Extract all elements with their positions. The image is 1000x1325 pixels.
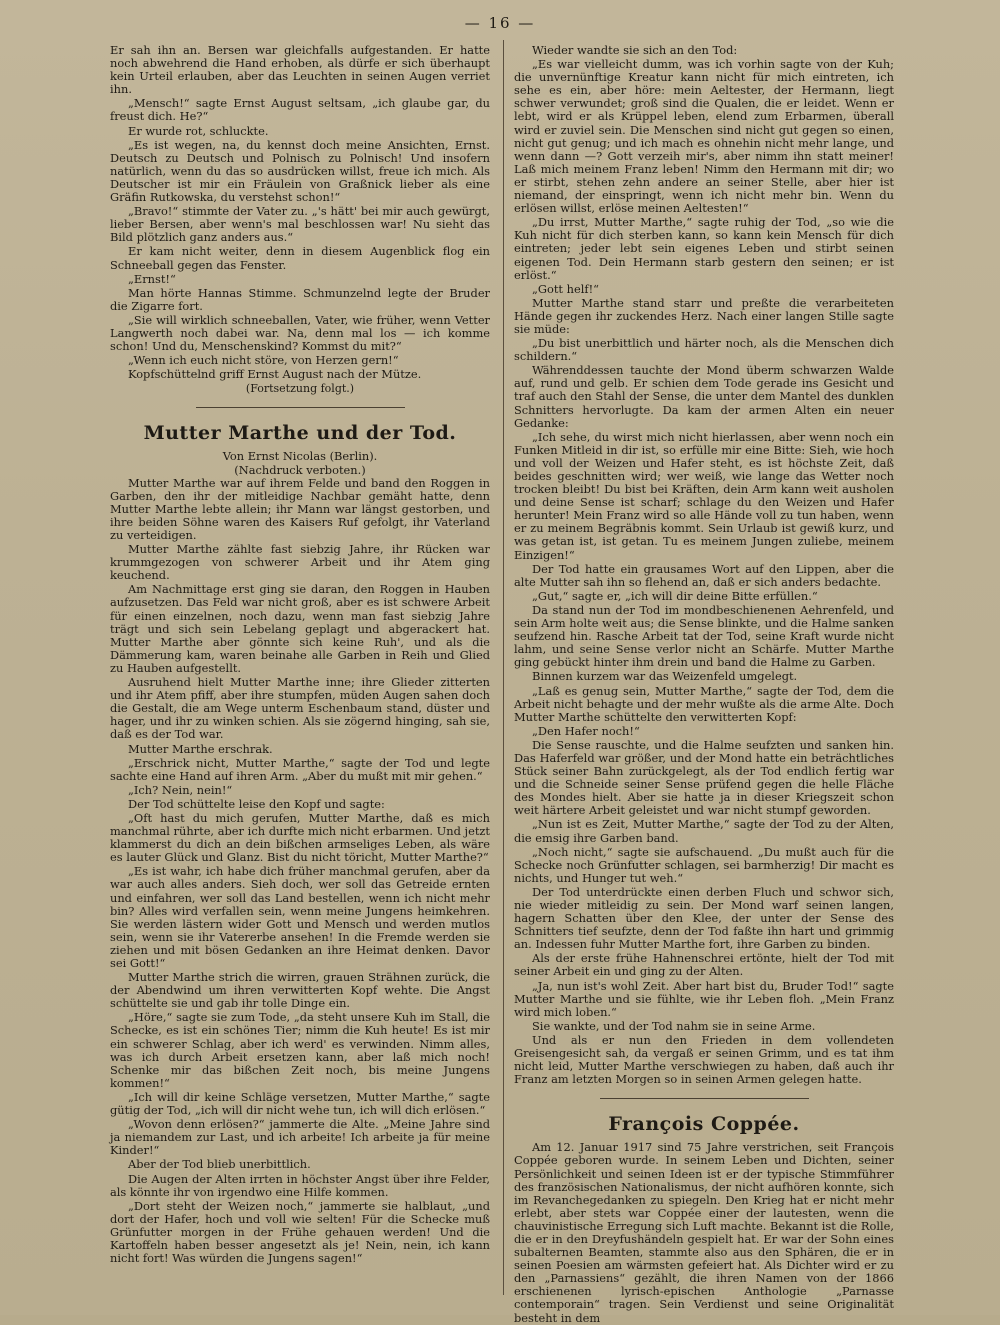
paragraph: Mutter Marthe war auf ihrem Felde und band den Roggen in Garben, den ihr der mitleidige Nachbar gemäht hatte, denn Mutter Marthe lebte allein; ihr Mann war längst gestorben, und ihre beiden Söhne waren des Kaisers Ruf gefolgt, ihr Vaterland zu verteidigen. [110,475,490,542]
paragraph: „Sie will wirklich schneeballen, Vater, wie früher, wenn Vetter Langwerth noch dabei war. Na, denn mal los — ich komme schon! Und du, Menschenskind? Kommst du mit?“ [110,312,490,354]
paragraph: Die Augen der Alten irrten in höchster Angst über ihre Felder, als könnte ihr von irgendwo eine Hilfe kommen. [110,1171,490,1199]
paragraph: Kopfschüttelnd griff Ernst August nach der Mütze. [128,367,422,382]
paragraph: „Ich sehe, du wirst mich nicht hierlassen, aber wenn noch ein Funken Mitleid in dir ist, so erfülle mir eine Bitte: Sieh, wie hoch und voll der Weizen und Hafer steht, es ist höchste Zeit, daß beides geschnitten wird; wer weiß, wie lange das Wetter noch trocken bleibt! Du bist bei Kräften, dein Arm kann weit ausholen und deine Sense ist scharf; schlage du den Weizen und Hafer herunter! Mein Franz wird so alle Hände voll zu tun haben, wenn er zu meinem Begräbnis kommt. Sein Urlaub ist gewiß kurz, und was getan ist, ist getan. Tu es meinem Jungen zuliebe, meinem Einzigen!“ [514,429,894,562]
article-title-mutter-marthe: Mutter Marthe und der Tod. [143,422,457,445]
reprint-note: (Nachdruck verboten.) [234,462,366,477]
paragraph: „Gut,“ sagte er, „ich will dir deine Bitte erfüllen.“ [532,588,818,603]
paragraph: Aber der Tod blieb unerbittlich. [128,1157,311,1172]
paragraph: Wieder wandte sie sich an den Tod: [532,43,738,57]
paragraph: „Ja, nun ist's wohl Zeit. Aber hart bist du, Bruder Tod!“ sagte Mutter Marthe und sie fühlte, wie ihr Leben floh. „Mein Franz wird mich loben.“ [514,978,894,1019]
paragraph: Die Sense rauschte, und die Halme seufzten und sanken hin. Das Haferfeld war größer, und der Mond hatte ein beträchtliches Stück seiner Bahn zurückgelegt, als der Tod endlich fertig war und die Schneide seiner Sense prüfend gegen die helle Fläche des Mondes hielt. Aber sie hatte ja in dieser Kriegszeit schon weit härtere Arbeit geleistet und war nicht stumpf geworden. [514,737,894,818]
paragraph: „Noch nicht,“ sagte sie aufschauend. „Du mußt auch für die Schecke noch Grünfutter schlagen, sei barmherzig! Dir macht es nichts, und Hunger tut weh.“ [514,844,894,885]
left-column [110,44,490,1294]
page-number: — 16 — [464,14,536,32]
paragraph: Ausruhend hielt Mutter Marthe inne; ihre Glieder zitterten und ihr Atem pfiff, aber ihre stumpfen, müden Augen sahen doch die Gestalt, die am Wege unterm Eschenbaum stand, düster und hager, und ihr zu winken schien. Als sie zögernd hinging, sah sie, daß es der Tod war. [110,675,490,742]
paragraph: „Nun ist es Zeit, Mutter Marthe,“ sagte der Tod zu der Alten, die emsig ihre Garben band. [514,817,894,845]
paragraph: „Du bist unerbittlich und härter noch, als die Menschen dich schildern.“ [514,336,894,364]
paragraph: Sie wankte, und der Tod nahm sie in seine Arme. [532,1018,816,1033]
paragraph: Der Tod schüttelte leise den Kopf und sagte: [128,796,385,811]
paragraph: „Ich will dir keine Schläge versetzen, Mutter Marthe,“ sagte gütig der Tod, „ich will dir nicht wehe tun, ich will dich erlösen.“ [110,1089,490,1118]
paragraph: Mutter Marthe erschrak. [128,741,273,756]
paragraph: Mutter Marthe strich die wirren, grauen Strähnen zurück, die der Abendwind um ihren verwitterten Kopf wehte. Die Angst schüttelte sie und gab ihr tolle Dinge ein. [110,970,490,1011]
paragraph: „Wovon denn erlösen?“ jammerte die Alte. „Meine Jahre sind ja niemandem zur Last, und ich arbeite! Ich arbeite ja für meine Kinder!“ [110,1117,490,1158]
paragraph: „Laß es genug sein, Mutter Marthe,“ sagte der Tod, dem die Arbeit nicht behagte und der mehr wußte als die arme Alte. Doch Mutter Marthe schüttelte den verwitterten Kopf: [514,683,894,724]
paragraph: „Den Hafer noch!“ [532,723,640,738]
paragraph: „Wenn ich euch nicht störe, von Herzen gern!“ [128,353,399,368]
section-divider [600,1098,809,1099]
paragraph: „Mensch!“ sagte Ernst August seltsam, „ich glaube gar, du freust dich. He?“ [110,96,490,124]
paragraph: „Bravo!“ stimmte der Vater zu. „'s hätt' bei mir auch gewürgt, lieber Bersen, aber wenn's mal beschlossen war! Nu sieht das Bild plötzlich ganz anders aus.“ [110,204,490,245]
paragraph: „Es war vielleicht dumm, was ich vorhin sagte von der Kuh; die unvernünftige Kreatur kann nicht für mich eintreten, ich sehe es ein, aber höre: mein Aeltester, der Hermann, liegt schwer verwundet; groß sind die Qualen, die er leidet. Wenn er lebt, wird er als Krüppel leben, elend zum Erbarmen, überall wird er zuviel sein. Die Menschen sind nicht gut gegen so einen, nicht gut genug; und ich mach es ohnehin nicht mehr lange, und wenn dann —? Gott verzeih mir's, aber nimm ihn statt meiner! Laß mich meinem Franz leben! Nimm den Hermann mit dir; wo er stirbt, stehen zehn andere an seiner Stelle, aber hier ist niemand, der einspringt, wenn ich nicht mehr bin. Wenn du erlösen willst, erlöse meinen Aeltesten!“ [514,57,894,216]
right-column [514,43,894,1325]
paragraph: „Es ist wegen, na, du kennst doch meine Ansichten, Ernst. Deutsch zu Deutsch und Polnisch zu Polnisch! Und insofern natürlich, wenn du das so ausdrücken willst, freue ich mich. Als Deutscher ist mir ein Fräulein von Graßnick lieber als eine Gräfin Rutkowska, du verstehst schon!“ [110,137,490,205]
paragraph: Als der erste frühe Hahnenschrei ertönte, hielt der Tod mit seiner Arbeit ein und ging zu der Alten. [514,951,894,979]
article-byline: Von Ernst Nicolas (Berlin). [222,449,378,464]
column-divider [503,40,504,1295]
article-body-mutter-marthe [110,477,490,1266]
paragraph: „Höre,“ sagte sie zum Tode, „da steht unsere Kuh im Stall, die Schecke, es ist ein schönes Tier; nimm die Kuh heute! Es ist mir ein schwerer Schlag, aber ich werd' es verwinden. Nimm alles, was ich durch Arbeit ersetzen kann, aber laß mich noch! Schenke mir das bißchen Zeit noch, bis meine Jungens kommen!“ [110,1010,490,1090]
paragraph: Da stand nun der Tod im mondbeschienenen Aehrenfeld, und sein Arm holte weit aus; die Sense blinkte, und die Halme sanken seufzend hin. Rasche Arbeit tat der Tod, seine Kraft wurde nicht lahm, und seine Sense verlor nicht an Schärfe. Mutter Marthe ging gebückt hinter ihm drein und band die Halme zu Garben. [514,602,894,670]
paragraph: Am 12. Januar 1917 sind 75 Jahre verstrichen, seit François Coppée geboren wurde. In seinem Leben und Dichten, seiner Persönlichkeit und seinen Ideen ist er der typische Stimmführer des französischen Nationalismus, der nicht aufhören konnte, sich im Revanchegedanken zu spiegeln. Den Krieg hat er nicht mehr erlebt, aber stets war Coppée einer der lautesten, wenn die chauvinistische Erregung sich Luft machte. Bekannt ist die Rolle, die er in den Dreyfushändeln gespielt hat. Er war der Sohn eines subalternen Beamten, stammte also aus den Sphären, die er in seinen Poesien am wärmsten gefeiert hat. Als Dichter wird er zu den „Parnassiens“ gezählt, die ihren Namen von der 1866 erschienenen lyrisch-epischen Anthologie „Parnasse contemporain“ tragen. Sein Verdienst und seine Originalität besteht in dem [514,1140,894,1325]
paragraph: Am Nachmittage erst ging sie daran, den Roggen in Hauben aufzusetzen. Das Feld war nicht groß, aber es ist schwere Arbeit für einen einzelnen, noch dazu, wenn man fast siebzig Jahre trägt und sich sein Lebelang geplagt und abgerackert hat. Mutter Marthe aber gönnte sich keine Ruh', und als die Dämmerung kam, waren beinahe alle Garben in Reih und Glied zu Hauben aufgestellt. [110,582,490,675]
article-title-coppee: François Coppée. [608,1113,800,1136]
paragraph: Mutter Marthe stand starr und preßte die verarbeiteten Hände gegen ihr zuckendes Herz. Nach einer langen Stille sagte sie müde: [514,295,894,336]
paragraph: „Es ist wahr, ich habe dich früher manchmal gerufen, aber da war auch alles anders. Sieh doch, wer soll das Getreide ernten und einfahren, wer soll das Land bestellen, wenn ich nicht mehr bin? Alles wird verfallen sein, wenn meine Jungens heimkehren. Sie werden lästern wider Gott und Mensch und werden mutlos sein, wenn sie ihr Vatererbe ansehen! In die Fremde werden sie ziehen und mit bösen Gedanken an ihre Heimat denken. Davor sei Gott!“ [110,864,490,970]
paragraph: „Ernst!“ [128,271,176,286]
serial-story-end [110,44,490,381]
paragraph: Binnen kurzem war das Weizenfeld umgelegt. [532,669,798,684]
paragraph: Er wurde rot, schluckte. [128,123,269,138]
paragraph: „Gott helf!“ [532,281,599,296]
paragraph: „Erschrick nicht, Mutter Marthe,“ sagte der Tod und legte sachte eine Hand auf ihren Arm. „Aber du mußt mit mir gehen.“ [110,755,490,783]
article-body-mutter-marthe-continued [514,44,894,1086]
paragraph: Mutter Marthe zählte fast siebzig Jahre, ihr Rücken war krummgezogen von schwerer Arbeit und ihr Atem ging keuchend. [110,542,490,583]
paragraph: Man hörte Hannas Stimme. Schmunzelnd legte der Bruder die Zigarre fort. [110,285,490,313]
paragraph: Und als er nun den Frieden in dem vollendeten Greisengesicht sah, da vergaß er seinen Grimm, und es tat ihm nicht leid, Mutter Marthe verschwiegen zu haben, daß auch ihr Franz am letzten Morgen so in seinen Armen gelegen hatte. [514,1032,894,1087]
paragraph: Der Tod hatte ein grausames Wort auf den Lippen, aber die alte Mutter sah ihn so flehend an, daß er sich anders bedachte. [514,561,894,589]
paragraph: Der Tod unterdrückte einen derben Fluch und schwor sich, nie wieder mitleidig zu sein. Der Mond warf seinen langen, hagern Schatten über den Klee, der unter der Sense des Schnitters tief seufzte, denn der Tod faßte ihn hart und grimmig an. Indessen fuhr Mutter Marthe fort, ihre Garben zu binden. [514,884,894,952]
section-divider [196,407,405,408]
paragraph: „Dort steht der Weizen noch,“ jammerte sie halblaut, „und dort der Hafer, hoch und voll wie selten! Für die Schecke muß Grünfutter morgen in der Frühe gehauen werden! Und die Kartoffeln haben besser angesetzt als je! Nein, nein, ich kann nicht fort! Was würden die Jungens sagen!“ [110,1198,490,1266]
paragraph: Währenddessen tauchte der Mond überm schwarzen Walde auf, rund und gelb. Er schien dem Tode gerade ins Gesicht und traf auch den Stahl der Sense, die unter dem Mantel des dunklen Schnitters hervorlugte. Da kam der armen Alten ein neuer Gedanke: [514,363,894,430]
article-body-coppee [514,1141,894,1324]
paragraph: „Ich? Nein, nein!“ [128,782,233,797]
paragraph: „Oft hast du mich gerufen, Mutter Marthe, daß es mich manchmal rührte, aber ich durfte mich nicht erbarmen. Und jetzt klammerst du dich an dein bißchen armseliges Leben, als wäre es lauter Glück und Glanz. Bist du nicht töricht, Mutter Marthe?“ [110,810,490,865]
paragraph: „Du irrst, Mutter Marthe,“ sagte ruhig der Tod, „so wie die Kuh nicht für dich sterben kann, so kann kein Mensch für dich eintreten; jeder lebt sein eigenes Leben und stirbt seinen eigenen Tod. Dein Hermann starb gestern den seinen; er ist erlöst.“ [514,215,894,282]
continued-note: (Fortsetzung folgt.) [245,382,355,396]
paragraph: Er kam nicht weiter, denn in diesem Augenblick flog ein Schneeball gegen das Fenster. [110,244,490,272]
paragraph: Er sah ihn an. Bersen war gleichfalls aufgestanden. Er hatte noch abwehrend die Hand erhoben, als dürfe er sich überhaupt kein Urteil erlauben, aber das Leuchten in seinen Augen verriet ihn. [110,43,490,97]
